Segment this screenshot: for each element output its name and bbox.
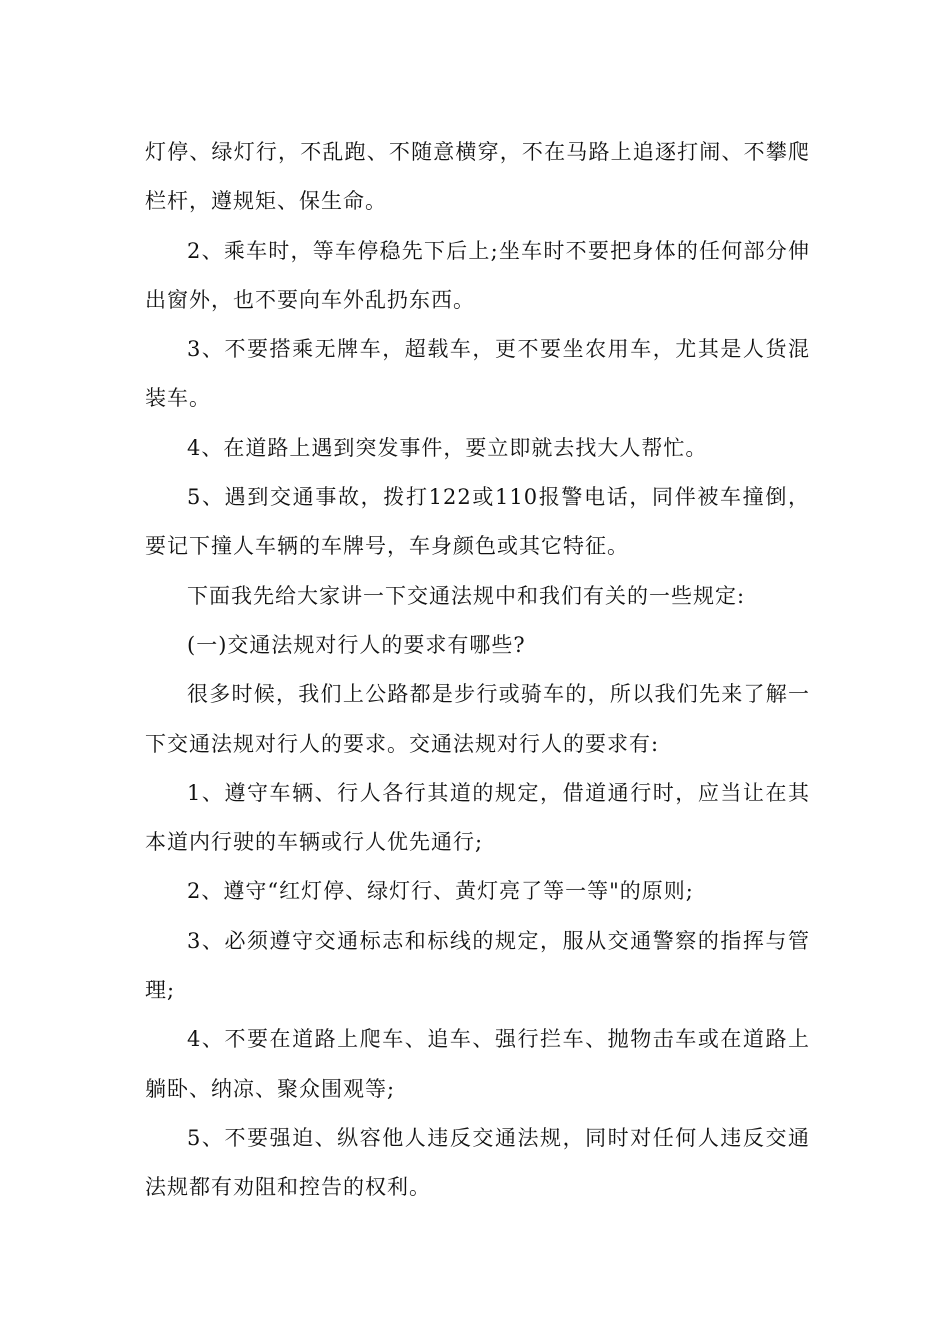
paragraph-rule-4: 4、不要在道路上爬车、追车、强行拦车、抛物击车或在道路上躺卧、纳凉、聚众围观等; xyxy=(145,1027,810,1101)
body-text xyxy=(145,128,810,1213)
paragraph-continuation: 灯停、绿灯行，不乱跑、不随意横穿，不在马路上追逐打闹、不攀爬栏杆，遵规矩、保生命。 xyxy=(145,140,810,214)
paragraph-item-3-vehicles: 3、不要搭乘无牌车，超载车，更不要坐农用车，尤其是人货混装车。 xyxy=(145,337,810,411)
paragraph-pedestrian-intro: 很多时候，我们上公路都是步行或骑车的，所以我们先来了解一下交通法规对行人的要求。交通法规对行人的要求有: xyxy=(145,682,810,756)
paragraph-rule-2: 2、遵守“红灯停、绿灯行、黄灯亮了等一等"的原则; xyxy=(187,879,694,904)
section-heading-pedestrians: (一)交通法规对行人的要求有哪些? xyxy=(187,632,526,657)
paragraph-rule-5: 5、不要强迫、纵容他人违反交通法规，同时对任何人违反交通法规都有劝阻和控告的权利。 xyxy=(145,1125,810,1200)
paragraph-intro-rules: 下面我先给大家讲一下交通法规中和我们有关的一些规定: xyxy=(187,583,746,608)
paragraph-item-4-emergency: 4、在道路上遇到突发事件，要立即就去找大人帮忙。 xyxy=(187,435,708,460)
paragraph-item-2-boarding: 2、乘车时，等车停稳先下后上;坐车时不要把身体的任何部分伸出窗外，也不要向车外乱扔东西。 xyxy=(145,238,810,312)
paragraph-rule-3: 3、必须遵守交通标志和标线的规定，服从交通警察的指挥与管理; xyxy=(145,928,810,1003)
paragraph-item-5-accident: 5、遇到交通事故，拨打122或110报警电话，同伴被车撞倒，要记下撞人车辆的车牌号，车身颜色或其它特征。 xyxy=(145,485,810,559)
paragraph-rule-1: 1、遵守车辆、行人各行其道的规定，借道通行时，应当让在其本道内行驶的车辆或行人优先通行; xyxy=(145,780,810,855)
